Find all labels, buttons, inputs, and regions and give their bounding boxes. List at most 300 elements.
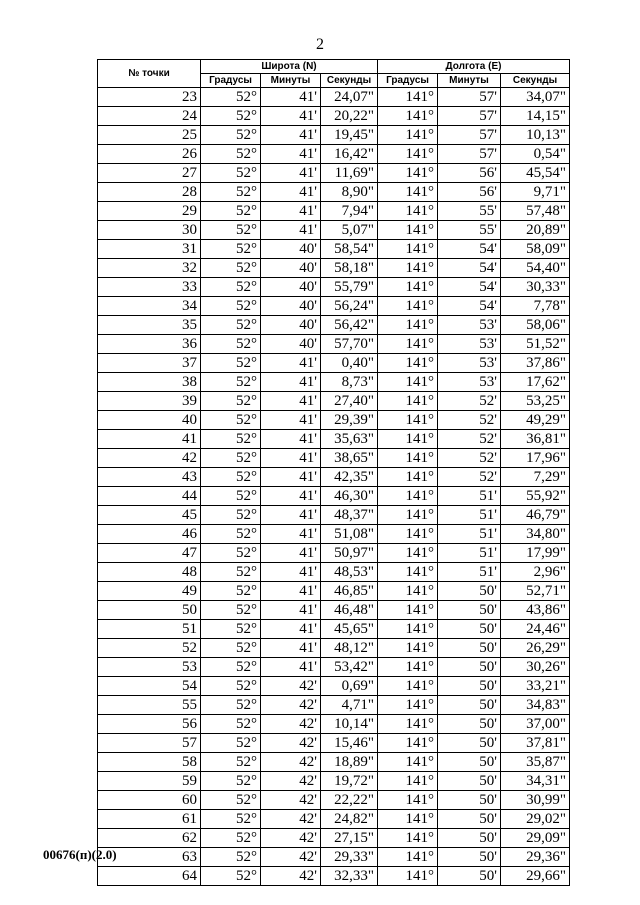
lon-degrees-cell: 141° bbox=[378, 449, 438, 468]
lon-minutes-cell: 57' bbox=[438, 88, 501, 107]
lon-minutes-cell: 53' bbox=[438, 335, 501, 354]
lon-seconds-cell: 58,06" bbox=[501, 316, 570, 335]
lon-degrees-cell: 141° bbox=[378, 487, 438, 506]
point-number-cell: 55 bbox=[98, 696, 201, 715]
table-row bbox=[98, 278, 570, 297]
lon-seconds-cell: 7,29" bbox=[501, 468, 570, 487]
lat-degrees-cell: 52° bbox=[201, 734, 261, 753]
lon-minutes-cell: 56' bbox=[438, 183, 501, 202]
lat-minutes-cell: 41' bbox=[261, 487, 321, 506]
lat-degrees-cell: 52° bbox=[201, 506, 261, 525]
point-number-cell: 31 bbox=[98, 240, 201, 259]
lon-degrees-cell: 141° bbox=[378, 563, 438, 582]
lat-minutes-cell: 41' bbox=[261, 658, 321, 677]
lat-seconds-cell: 55,79" bbox=[321, 278, 378, 297]
point-number-cell: 47 bbox=[98, 544, 201, 563]
lat-seconds-cell: 29,39" bbox=[321, 411, 378, 430]
lat-minutes-cell: 41' bbox=[261, 126, 321, 145]
point-number-cell: 64 bbox=[98, 867, 201, 886]
lon-seconds-cell: 34,31" bbox=[501, 772, 570, 791]
lat-degrees-cell: 52° bbox=[201, 183, 261, 202]
lon-minutes-cell: 54' bbox=[438, 240, 501, 259]
lon-minutes-cell: 50' bbox=[438, 753, 501, 772]
lon-degrees-cell: 141° bbox=[378, 164, 438, 183]
table-row bbox=[98, 183, 570, 202]
lon-degrees-cell: 141° bbox=[378, 411, 438, 430]
table-row bbox=[98, 126, 570, 145]
lon-minutes-cell: 50' bbox=[438, 791, 501, 810]
lon-minutes-cell: 50' bbox=[438, 848, 501, 867]
point-number-cell: 56 bbox=[98, 715, 201, 734]
table-row bbox=[98, 848, 570, 867]
point-number-cell: 38 bbox=[98, 373, 201, 392]
point-number-cell: 45 bbox=[98, 506, 201, 525]
lat-seconds-cell: 53,42" bbox=[321, 658, 378, 677]
table-row bbox=[98, 601, 570, 620]
lat-seconds-cell: 46,48" bbox=[321, 601, 378, 620]
lat-seconds-cell: 8,73" bbox=[321, 373, 378, 392]
lon-degrees-cell: 141° bbox=[378, 601, 438, 620]
coordinates-table bbox=[97, 59, 570, 886]
lat-degrees-cell: 52° bbox=[201, 715, 261, 734]
point-number-cell: 57 bbox=[98, 734, 201, 753]
lat-seconds-cell: 27,15" bbox=[321, 829, 378, 848]
lon-degrees-cell: 141° bbox=[378, 202, 438, 221]
lat-minutes-cell: 41' bbox=[261, 354, 321, 373]
lon-seconds-cell: 58,09" bbox=[501, 240, 570, 259]
lat-degrees-cell: 52° bbox=[201, 164, 261, 183]
table-header bbox=[98, 60, 570, 88]
lat-degrees-cell: 52° bbox=[201, 202, 261, 221]
lon-degrees-cell: 141° bbox=[378, 354, 438, 373]
lat-degrees-cell: 52° bbox=[201, 88, 261, 107]
point-number-cell: 36 bbox=[98, 335, 201, 354]
lat-degrees-cell: 52° bbox=[201, 392, 261, 411]
table-row bbox=[98, 88, 570, 107]
point-number-cell: 24 bbox=[98, 107, 201, 126]
lat-degrees-cell: 52° bbox=[201, 525, 261, 544]
lon-seconds-cell: 29,66" bbox=[501, 867, 570, 886]
lon-degrees-cell: 141° bbox=[378, 544, 438, 563]
lat-seconds-cell: 10,14" bbox=[321, 715, 378, 734]
point-number-cell: 40 bbox=[98, 411, 201, 430]
table-row bbox=[98, 316, 570, 335]
table-row bbox=[98, 810, 570, 829]
lon-minutes-cell: 57' bbox=[438, 145, 501, 164]
lat-minutes-cell: 42' bbox=[261, 791, 321, 810]
lat-seconds-cell: 38,65" bbox=[321, 449, 378, 468]
lat-seconds-cell: 5,07" bbox=[321, 221, 378, 240]
lat-seconds-cell: 18,89" bbox=[321, 753, 378, 772]
lon-degrees-cell: 141° bbox=[378, 658, 438, 677]
lon-minutes-cell: 50' bbox=[438, 639, 501, 658]
point-number-cell: 41 bbox=[98, 430, 201, 449]
lat-degrees-cell: 52° bbox=[201, 373, 261, 392]
table-row bbox=[98, 563, 570, 582]
lon-degrees-cell: 141° bbox=[378, 677, 438, 696]
lon-minutes-cell: 51' bbox=[438, 563, 501, 582]
lat-minutes-cell: 41' bbox=[261, 107, 321, 126]
lat-minutes-cell: 41' bbox=[261, 430, 321, 449]
table-row bbox=[98, 544, 570, 563]
lon-minutes-cell: 56' bbox=[438, 164, 501, 183]
lon-minutes-cell: 51' bbox=[438, 525, 501, 544]
lon-minutes-cell: 53' bbox=[438, 373, 501, 392]
table-row bbox=[98, 525, 570, 544]
lon-minutes-cell: 53' bbox=[438, 354, 501, 373]
lat-seconds-cell: 19,72" bbox=[321, 772, 378, 791]
lat-degrees-cell: 52° bbox=[201, 810, 261, 829]
lat-minutes-cell: 42' bbox=[261, 772, 321, 791]
lon-seconds-cell: 17,96" bbox=[501, 449, 570, 468]
lat-minutes-cell: 41' bbox=[261, 145, 321, 164]
lon-seconds-cell: 9,71" bbox=[501, 183, 570, 202]
lon-seconds-cell: 46,79" bbox=[501, 506, 570, 525]
lat-minutes-cell: 41' bbox=[261, 221, 321, 240]
lat-minutes-header: Минуты bbox=[261, 74, 321, 88]
lon-minutes-cell: 52' bbox=[438, 411, 501, 430]
lon-minutes-cell: 52' bbox=[438, 430, 501, 449]
point-number-cell: 23 bbox=[98, 88, 201, 107]
lon-degrees-cell: 141° bbox=[378, 867, 438, 886]
lat-seconds-cell: 27,40" bbox=[321, 392, 378, 411]
lon-minutes-cell: 50' bbox=[438, 829, 501, 848]
lat-minutes-cell: 41' bbox=[261, 525, 321, 544]
lon-seconds-header: Секунды bbox=[501, 74, 570, 88]
lon-minutes-cell: 57' bbox=[438, 107, 501, 126]
table-row bbox=[98, 221, 570, 240]
lat-degrees-cell: 52° bbox=[201, 126, 261, 145]
lat-degrees-header: Градусы bbox=[201, 74, 261, 88]
latitude-header: Широта (N) bbox=[201, 60, 378, 74]
lat-minutes-cell: 42' bbox=[261, 734, 321, 753]
lon-degrees-cell: 141° bbox=[378, 107, 438, 126]
lat-minutes-cell: 41' bbox=[261, 468, 321, 487]
lat-minutes-cell: 41' bbox=[261, 411, 321, 430]
table-row bbox=[98, 487, 570, 506]
table-row bbox=[98, 411, 570, 430]
point-number-cell: 25 bbox=[98, 126, 201, 145]
lat-degrees-cell: 52° bbox=[201, 430, 261, 449]
lon-degrees-cell: 141° bbox=[378, 126, 438, 145]
point-number-cell: 46 bbox=[98, 525, 201, 544]
point-number-cell: 39 bbox=[98, 392, 201, 411]
table-row bbox=[98, 335, 570, 354]
lat-seconds-cell: 46,30" bbox=[321, 487, 378, 506]
lat-seconds-cell: 15,46" bbox=[321, 734, 378, 753]
table-row bbox=[98, 164, 570, 183]
lat-degrees-cell: 52° bbox=[201, 316, 261, 335]
lat-seconds-cell: 7,94" bbox=[321, 202, 378, 221]
lon-degrees-cell: 141° bbox=[378, 240, 438, 259]
lat-degrees-cell: 52° bbox=[201, 677, 261, 696]
lon-degrees-cell: 141° bbox=[378, 810, 438, 829]
lon-degrees-cell: 141° bbox=[378, 392, 438, 411]
lat-seconds-cell: 22,22" bbox=[321, 791, 378, 810]
lat-seconds-cell: 57,70" bbox=[321, 335, 378, 354]
lat-seconds-cell: 4,71" bbox=[321, 696, 378, 715]
lat-degrees-cell: 52° bbox=[201, 221, 261, 240]
lat-seconds-cell: 51,08" bbox=[321, 525, 378, 544]
lon-degrees-cell: 141° bbox=[378, 297, 438, 316]
table-row bbox=[98, 658, 570, 677]
lon-minutes-cell: 50' bbox=[438, 582, 501, 601]
lat-seconds-header: Секунды bbox=[321, 74, 378, 88]
lat-minutes-cell: 41' bbox=[261, 183, 321, 202]
point-number-cell: 28 bbox=[98, 183, 201, 202]
lat-degrees-cell: 52° bbox=[201, 278, 261, 297]
lon-seconds-cell: 34,80" bbox=[501, 525, 570, 544]
table-body bbox=[98, 88, 570, 886]
longitude-header: Долгота (E) bbox=[378, 60, 570, 74]
lat-minutes-cell: 41' bbox=[261, 449, 321, 468]
lon-minutes-cell: 55' bbox=[438, 202, 501, 221]
lon-seconds-cell: 2,96" bbox=[501, 563, 570, 582]
lat-minutes-cell: 41' bbox=[261, 601, 321, 620]
lon-degrees-cell: 141° bbox=[378, 335, 438, 354]
lat-minutes-cell: 41' bbox=[261, 88, 321, 107]
lat-seconds-cell: 0,40" bbox=[321, 354, 378, 373]
lon-minutes-cell: 52' bbox=[438, 392, 501, 411]
table-row bbox=[98, 715, 570, 734]
lon-seconds-cell: 7,78" bbox=[501, 297, 570, 316]
lat-minutes-cell: 42' bbox=[261, 677, 321, 696]
lon-degrees-cell: 141° bbox=[378, 848, 438, 867]
lon-seconds-cell: 37,81" bbox=[501, 734, 570, 753]
lon-degrees-cell: 141° bbox=[378, 753, 438, 772]
lat-seconds-cell: 48,12" bbox=[321, 639, 378, 658]
lon-seconds-cell: 30,99" bbox=[501, 791, 570, 810]
lon-seconds-cell: 34,83" bbox=[501, 696, 570, 715]
lon-degrees-cell: 141° bbox=[378, 430, 438, 449]
table-row bbox=[98, 753, 570, 772]
lat-seconds-cell: 48,37" bbox=[321, 506, 378, 525]
lon-minutes-cell: 51' bbox=[438, 487, 501, 506]
lon-seconds-cell: 24,46" bbox=[501, 620, 570, 639]
lat-seconds-cell: 58,18" bbox=[321, 259, 378, 278]
point-number-cell: 34 bbox=[98, 297, 201, 316]
lon-degrees-cell: 141° bbox=[378, 259, 438, 278]
table-row bbox=[98, 582, 570, 601]
lat-degrees-cell: 52° bbox=[201, 145, 261, 164]
lat-minutes-cell: 41' bbox=[261, 639, 321, 658]
lat-degrees-cell: 52° bbox=[201, 354, 261, 373]
lon-degrees-header: Градусы bbox=[378, 74, 438, 88]
table-row bbox=[98, 202, 570, 221]
lon-seconds-cell: 33,21" bbox=[501, 677, 570, 696]
lon-minutes-cell: 53' bbox=[438, 316, 501, 335]
lon-degrees-cell: 141° bbox=[378, 734, 438, 753]
point-number-cell: 51 bbox=[98, 620, 201, 639]
point-number-cell: 60 bbox=[98, 791, 201, 810]
document-code: 00676(п)(2.0) bbox=[43, 847, 117, 862]
point-number-cell: 63 bbox=[98, 848, 201, 867]
lon-seconds-cell: 17,99" bbox=[501, 544, 570, 563]
lon-minutes-cell: 54' bbox=[438, 259, 501, 278]
lon-degrees-cell: 141° bbox=[378, 316, 438, 335]
lon-degrees-cell: 141° bbox=[378, 278, 438, 297]
lon-seconds-cell: 36,81" bbox=[501, 430, 570, 449]
lat-degrees-cell: 52° bbox=[201, 620, 261, 639]
lon-degrees-cell: 141° bbox=[378, 696, 438, 715]
lat-minutes-cell: 40' bbox=[261, 259, 321, 278]
point-number-cell: 48 bbox=[98, 563, 201, 582]
lat-seconds-cell: 48,53" bbox=[321, 563, 378, 582]
lon-seconds-cell: 17,62" bbox=[501, 373, 570, 392]
lat-degrees-cell: 52° bbox=[201, 544, 261, 563]
lat-degrees-cell: 52° bbox=[201, 658, 261, 677]
table-row bbox=[98, 791, 570, 810]
lat-degrees-cell: 52° bbox=[201, 867, 261, 886]
lon-seconds-cell: 54,40" bbox=[501, 259, 570, 278]
lon-degrees-cell: 141° bbox=[378, 468, 438, 487]
point-number-cell: 58 bbox=[98, 753, 201, 772]
lat-seconds-cell: 42,35" bbox=[321, 468, 378, 487]
point-number-cell: 62 bbox=[98, 829, 201, 848]
lon-minutes-cell: 50' bbox=[438, 658, 501, 677]
table-row bbox=[98, 392, 570, 411]
lat-seconds-cell: 46,85" bbox=[321, 582, 378, 601]
point-number-cell: 43 bbox=[98, 468, 201, 487]
lon-seconds-cell: 34,07" bbox=[501, 88, 570, 107]
lon-seconds-cell: 30,26" bbox=[501, 658, 570, 677]
lon-minutes-cell: 54' bbox=[438, 297, 501, 316]
lat-seconds-cell: 58,54" bbox=[321, 240, 378, 259]
lat-minutes-cell: 42' bbox=[261, 848, 321, 867]
point-number-cell: 27 bbox=[98, 164, 201, 183]
point-number-cell: 37 bbox=[98, 354, 201, 373]
lon-degrees-cell: 141° bbox=[378, 221, 438, 240]
lat-degrees-cell: 52° bbox=[201, 297, 261, 316]
lat-minutes-cell: 41' bbox=[261, 582, 321, 601]
table-row bbox=[98, 734, 570, 753]
lon-degrees-cell: 141° bbox=[378, 525, 438, 544]
lon-seconds-cell: 57,48" bbox=[501, 202, 570, 221]
table-row bbox=[98, 430, 570, 449]
table-row bbox=[98, 867, 570, 886]
lat-minutes-cell: 41' bbox=[261, 202, 321, 221]
point-number-cell: 26 bbox=[98, 145, 201, 164]
lat-degrees-cell: 52° bbox=[201, 468, 261, 487]
lat-seconds-cell: 56,24" bbox=[321, 297, 378, 316]
lon-seconds-cell: 10,13" bbox=[501, 126, 570, 145]
lon-minutes-cell: 55' bbox=[438, 221, 501, 240]
lat-degrees-cell: 52° bbox=[201, 240, 261, 259]
lat-minutes-cell: 42' bbox=[261, 696, 321, 715]
lat-minutes-cell: 42' bbox=[261, 715, 321, 734]
lat-minutes-cell: 40' bbox=[261, 316, 321, 335]
lon-minutes-cell: 50' bbox=[438, 677, 501, 696]
lat-minutes-cell: 41' bbox=[261, 544, 321, 563]
lon-seconds-cell: 52,71" bbox=[501, 582, 570, 601]
lat-seconds-cell: 20,22" bbox=[321, 107, 378, 126]
lon-seconds-cell: 29,02" bbox=[501, 810, 570, 829]
table-row bbox=[98, 639, 570, 658]
lon-seconds-cell: 35,87" bbox=[501, 753, 570, 772]
lat-degrees-cell: 52° bbox=[201, 696, 261, 715]
table-row bbox=[98, 297, 570, 316]
point-number-cell: 35 bbox=[98, 316, 201, 335]
lon-minutes-cell: 54' bbox=[438, 278, 501, 297]
point-number-cell: 61 bbox=[98, 810, 201, 829]
lon-seconds-cell: 29,36" bbox=[501, 848, 570, 867]
lon-minutes-cell: 57' bbox=[438, 126, 501, 145]
lat-seconds-cell: 35,63" bbox=[321, 430, 378, 449]
lon-minutes-cell: 50' bbox=[438, 715, 501, 734]
lon-seconds-cell: 30,33" bbox=[501, 278, 570, 297]
lat-seconds-cell: 56,42" bbox=[321, 316, 378, 335]
lat-seconds-cell: 16,42" bbox=[321, 145, 378, 164]
table-row bbox=[98, 677, 570, 696]
lat-degrees-cell: 52° bbox=[201, 829, 261, 848]
table-row bbox=[98, 145, 570, 164]
lat-minutes-cell: 41' bbox=[261, 164, 321, 183]
table-row bbox=[98, 468, 570, 487]
lon-degrees-cell: 141° bbox=[378, 639, 438, 658]
table-row bbox=[98, 107, 570, 126]
lon-seconds-cell: 45,54" bbox=[501, 164, 570, 183]
lat-seconds-cell: 19,45" bbox=[321, 126, 378, 145]
lon-seconds-cell: 14,15" bbox=[501, 107, 570, 126]
point-number-cell: 33 bbox=[98, 278, 201, 297]
lat-degrees-cell: 52° bbox=[201, 639, 261, 658]
lat-minutes-cell: 40' bbox=[261, 297, 321, 316]
table-row bbox=[98, 354, 570, 373]
lon-degrees-cell: 141° bbox=[378, 88, 438, 107]
table-row bbox=[98, 373, 570, 392]
lon-minutes-cell: 51' bbox=[438, 544, 501, 563]
lat-minutes-cell: 41' bbox=[261, 620, 321, 639]
lat-minutes-cell: 42' bbox=[261, 829, 321, 848]
lat-degrees-cell: 52° bbox=[201, 449, 261, 468]
lon-seconds-cell: 53,25" bbox=[501, 392, 570, 411]
lat-seconds-cell: 50,97" bbox=[321, 544, 378, 563]
lat-degrees-cell: 52° bbox=[201, 753, 261, 772]
lon-degrees-cell: 141° bbox=[378, 715, 438, 734]
lon-minutes-cell: 50' bbox=[438, 810, 501, 829]
lat-degrees-cell: 52° bbox=[201, 107, 261, 126]
lon-seconds-cell: 49,29" bbox=[501, 411, 570, 430]
lon-seconds-cell: 37,00" bbox=[501, 715, 570, 734]
lat-degrees-cell: 52° bbox=[201, 411, 261, 430]
lon-degrees-cell: 141° bbox=[378, 772, 438, 791]
lon-degrees-cell: 141° bbox=[378, 791, 438, 810]
lon-seconds-cell: 29,09" bbox=[501, 829, 570, 848]
lon-minutes-cell: 50' bbox=[438, 601, 501, 620]
lat-seconds-cell: 24,82" bbox=[321, 810, 378, 829]
lon-seconds-cell: 55,92" bbox=[501, 487, 570, 506]
lat-degrees-cell: 52° bbox=[201, 487, 261, 506]
point-number-cell: 49 bbox=[98, 582, 201, 601]
lon-minutes-cell: 50' bbox=[438, 696, 501, 715]
lat-seconds-cell: 29,33" bbox=[321, 848, 378, 867]
lat-degrees-cell: 52° bbox=[201, 848, 261, 867]
lat-minutes-cell: 41' bbox=[261, 506, 321, 525]
lat-degrees-cell: 52° bbox=[201, 259, 261, 278]
lat-degrees-cell: 52° bbox=[201, 335, 261, 354]
lat-seconds-cell: 24,07" bbox=[321, 88, 378, 107]
lat-seconds-cell: 45,65" bbox=[321, 620, 378, 639]
lat-degrees-cell: 52° bbox=[201, 582, 261, 601]
lon-minutes-cell: 50' bbox=[438, 620, 501, 639]
table-row bbox=[98, 620, 570, 639]
lon-degrees-cell: 141° bbox=[378, 620, 438, 639]
lat-minutes-cell: 42' bbox=[261, 810, 321, 829]
point-number-cell: 54 bbox=[98, 677, 201, 696]
lon-minutes-cell: 50' bbox=[438, 867, 501, 886]
table-row bbox=[98, 240, 570, 259]
lat-seconds-cell: 32,33" bbox=[321, 867, 378, 886]
